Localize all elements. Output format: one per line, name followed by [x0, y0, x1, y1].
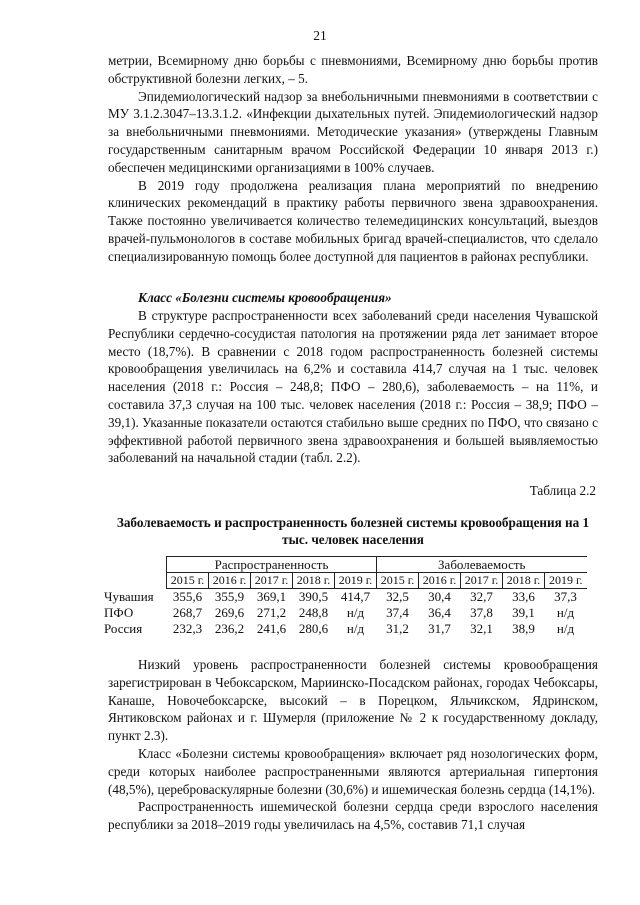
- year-header: 2018 г.: [503, 573, 545, 589]
- table-cell: 268,7: [172, 605, 203, 620]
- paragraph: Класс «Болезни системы кровообращения» включает ряд нозологических форм, среди которых наиболее распространенными являются артериальная гипертония (48,5%), цереброваскулярные болезни (30,6%) и ишемическая болезнь сердца (14,1%).: [108, 745, 598, 797]
- table-cell: 390,5: [298, 589, 329, 604]
- table-cell: 280,6: [298, 621, 329, 636]
- table-cell: 355,9: [214, 589, 245, 604]
- table-cell: 33,6: [512, 589, 535, 604]
- table-cell: 241,6: [256, 621, 287, 636]
- table-group-header-row: [104, 557, 587, 573]
- table-cell: 31,7: [428, 621, 451, 636]
- table-cell: 236,2: [214, 621, 245, 636]
- page-number: 21: [313, 28, 327, 43]
- paragraph: Эпидемиологический надзор за внебольничными пневмониями в соответствии с МУ 3.1.2.3047–13.3.1.2. «Инфекции дыхательных путей. Эпидемиологический надзор за внебольничными пневмониями. Методические указания» (утверждены Главным государственным санитарным врачом Российской Федерации 10 января 2013 г.) обеспечен медицинскими организациями в 100% случаев.: [108, 88, 598, 175]
- row-label: ПФО: [104, 605, 134, 620]
- table-cell: н/д: [346, 621, 365, 636]
- table-cell: н/д: [346, 605, 365, 620]
- row-label: Россия: [104, 621, 143, 636]
- table-cell: 248,8: [298, 605, 329, 620]
- table-label: Таблица 2.2: [529, 483, 596, 498]
- group-header: Заболеваемость: [377, 557, 587, 573]
- year-header: 2015 г.: [377, 573, 419, 589]
- paragraph: В 2019 году продолжена реализация плана мероприятий по внедрению клинических рекомендаций в практику работы первичного звена здравоохранения. Также постоянно увеличивается количество телемедицинских консультаций, выездов врачей-пульмонологов в составе мобильных бригад врачей-специалистов, что сделало специализированную помощь более доступной для пациентов в районах республики.: [108, 177, 598, 264]
- table-cell: 30,4: [428, 589, 451, 604]
- table-cell: 36,4: [428, 605, 451, 620]
- table-title: Заболеваемость и распространенность болезней системы кровообращения на 1 тыс. человек населения: [116, 515, 590, 547]
- table-cell: 232,3: [172, 621, 203, 636]
- text-block-pneumonia: [108, 52, 598, 266]
- table-cell: н/д: [556, 621, 575, 636]
- table-row: [104, 605, 587, 621]
- table-cell: 269,6: [214, 605, 245, 620]
- group-header: Распространенность: [167, 557, 377, 573]
- text-block-circulatory: [108, 307, 598, 467]
- table-cell: 38,9: [512, 621, 535, 636]
- paragraph: Распространенность ишемической болезни сердца среди взрослого населения республики за 2018–2019 годы увеличилась на 4,5%, составив 71,1 случая: [108, 799, 598, 833]
- year-header: 2015 г.: [167, 573, 209, 589]
- table-cell: 414,7: [340, 589, 371, 604]
- table-cell: 32,7: [470, 589, 493, 604]
- table-cell: 39,1: [512, 605, 535, 620]
- year-header: 2016 г.: [209, 573, 251, 589]
- row-label: Чувашия: [104, 588, 154, 604]
- table-cell: 37,3: [554, 589, 577, 604]
- year-header: 2016 г.: [419, 573, 461, 589]
- table-cell: 355,6: [172, 589, 203, 604]
- paragraph: метрии, Всемирному дню борьбы с пневмониями, Всемирному дню борьбы против обструктивной болезни легких, – 5.: [108, 53, 598, 86]
- table-cell: 32,5: [386, 589, 409, 604]
- table-cell: 37,4: [386, 605, 409, 620]
- table-year-row: [104, 573, 587, 589]
- paragraph: В структуре распространенности всех заболеваний среди населения Чувашской Республики сердечно-сосудистая патология на протяжении ряда лет занимает второе место (18,7%). В сравнении с 2018 годом распространенность болезней системы кровообращения увеличилась на 6,2% и составила 414,7 случая на 1 тыс. человек населения (2018 г.: Россия – 248,8; ПФО – 280,6), заболеваемость – на 11%, и составила 37,3 случая на 100 тыс. человек населения (2018 г.: Россия – 38,9; ПФО – 39,1). Указанные показатели остаются стабильно выше средних по ПФО, что связано с эффективной работой первичного звена здравоохранения и большей выявляемостью заболеваний на начальной стадии (табл. 2.2).: [108, 308, 598, 466]
- year-header: 2017 г.: [461, 573, 503, 589]
- table-cell: 32,1: [470, 621, 493, 636]
- paragraph: Низкий уровень распространенности болезней системы кровообращения зарегистрирован в Чебоксарском, Мариинско-Посадском районах, городах Чебоксары, Канаше, Новочебоксарске, высокий – в Порецком, Яльчикском, Ядринском, Янтиковском районах и г. Шумерля (приложение № 2 к государственному докладу, пункт 2.3).: [108, 657, 598, 744]
- table-cell: 369,1: [256, 589, 287, 604]
- table-row: [104, 589, 587, 606]
- table-row: [104, 621, 587, 637]
- year-header: 2019 г.: [335, 573, 377, 589]
- table-cell: 271,2: [256, 605, 287, 620]
- section-heading: Класс «Болезни системы кровообращения»: [138, 290, 392, 305]
- year-header: 2018 г.: [293, 573, 335, 589]
- table-cell: 31,2: [386, 621, 409, 636]
- table-cell: н/д: [556, 605, 575, 620]
- table-cell: 37,8: [470, 605, 493, 620]
- text-block-analysis: [108, 656, 598, 834]
- statistics-table: [104, 556, 587, 637]
- year-header: 2017 г.: [251, 573, 293, 589]
- year-header: 2019 г.: [545, 573, 587, 589]
